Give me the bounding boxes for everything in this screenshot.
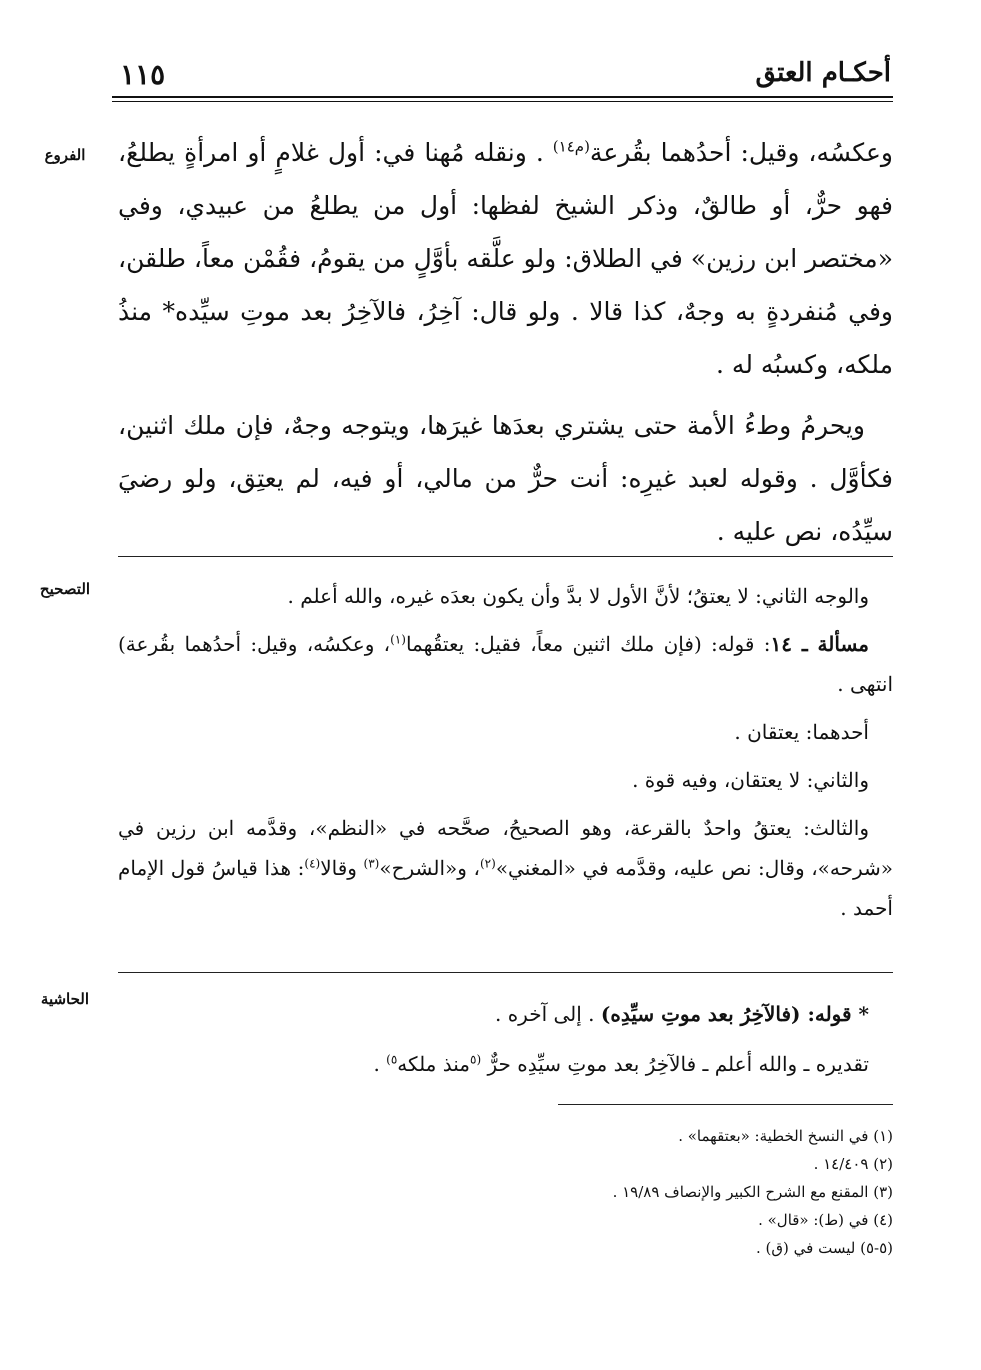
tashih-paragraph-3: أحدهما: يعتقان . xyxy=(734,720,869,744)
tashih-paragraph-4: والثاني: لا يعتقان، وفيه قوة . xyxy=(632,768,869,792)
main-paragraph-1: وعكسُه، وقيل: أحدُهما بقُرعة$^{(م١٤)}$ . ونقله مُهنا في: أول غلامٍ أو امرأةٍ يطلعُ، فهو حرٌّ، أو طالقٌ، وذكر الشيخ لفظها: أول من يطلعُ من عبيدي، وفي «مختصر ابن رزين» في الطلاق: ولو علَّقه بأوَّلٍ من يقومُ، فقُمْن معاً، طلقن، وفي مُنفردةٍ به وجهٌ، كذا قالا . ولو قال: آخِرُ، فالآخِرُ بعد موتِ سيِّده* منذُ ملكه، وكسبُه له . xyxy=(118,137,893,379)
hashiya-paragraph-1: * قوله: (فالآخِرُ بعد موتِ سيِّدِه) . إلى آخره . xyxy=(494,1002,869,1026)
side-label-furu: الفروع xyxy=(44,146,86,164)
footnote-ref: (٢) xyxy=(479,856,496,871)
hashiya-section xyxy=(118,994,893,1084)
footnotes xyxy=(118,1122,893,1262)
footnote-ref: (٤) xyxy=(304,856,321,871)
tashih-paragraph-2: مسألة ـ ١٤: قوله: (فإن ملك اثنين معاً، فقيل: يعتقُهما$^{(١)}$، وعكسُه، وقيل: أحدُهما بقُرعة) انتهى . xyxy=(118,632,893,696)
page-number: ١١٥ xyxy=(120,58,166,91)
side-label-hashiya: الحاشية xyxy=(40,990,90,1008)
footnote-ref: (م١٤) xyxy=(552,137,590,156)
masala-heading: مسألة ـ ١٤ xyxy=(770,632,870,656)
tashih-paragraph-1: والوجه الثاني: لا يعتقُ؛ لأنَّ الأول لا بدَّ وأن يكون بعدَه غيره، والله أعلم . xyxy=(287,584,869,608)
footnote-2: (٢) ١٤/٤٠٩ . xyxy=(813,1155,893,1173)
footnote-ref: (١) xyxy=(390,632,406,647)
running-header-title: أحكـام العتق xyxy=(755,58,891,88)
tashih-paragraph-5: والثالث: يعتقُ واحدٌ بالقرعة، وهو الصحيحُ، صحَّحه في «النظم»، وقدَّمه ابن رزين في «شرحه»، وقال: نص عليه، وقدَّمه في «المغني»$^{(٢)}$، و«الشرح»$^{(٣)}$ وقالا$^{(٤)}$: هذا قياسُ قول الإمام أحمد . xyxy=(118,816,894,920)
hashiya-paragraph-2: تقديره ـ والله أعلم ـ فالآخِرُ بعد موتِ سيِّدِه حرٌّ $^{(٥}$منذ ملكه$^{٥)}$ . xyxy=(373,1052,869,1076)
header-rule-thin xyxy=(112,101,893,102)
section-divider xyxy=(118,556,893,557)
footnote-divider xyxy=(558,1104,893,1105)
section-divider xyxy=(118,972,893,973)
footnote-4: (٤) في (ط): «قال» . xyxy=(758,1211,893,1229)
main-paragraph-2: ويحرمُ وطءُ الأمة حتى يشتري بعدَها غيرَها، ويتوجه وجهٌ، فإن ملك اثنين، فكأوَّل . وقوله لعبد غيرِه: أنت حرٌّ من مالي، أو فيه، لم يعتِق، ولو رضيَ سيِّدُه، نص عليه . xyxy=(118,411,893,546)
tashih-section xyxy=(118,576,893,928)
footnote-ref: (٣) xyxy=(363,856,380,871)
footnote-1: (١) في النسخ الخطية: «بعتقهما» . xyxy=(678,1127,893,1145)
footnote-5: (٥-٥) ليست في (ق) . xyxy=(756,1239,893,1257)
main-text-section xyxy=(118,126,893,558)
footnote-3: (٣) المقنع مع الشرح الكبير والإنصاف ١٩/٨٩ . xyxy=(612,1183,893,1201)
side-label-tashih: التصحيح xyxy=(39,580,91,598)
header-rule xyxy=(112,96,893,98)
